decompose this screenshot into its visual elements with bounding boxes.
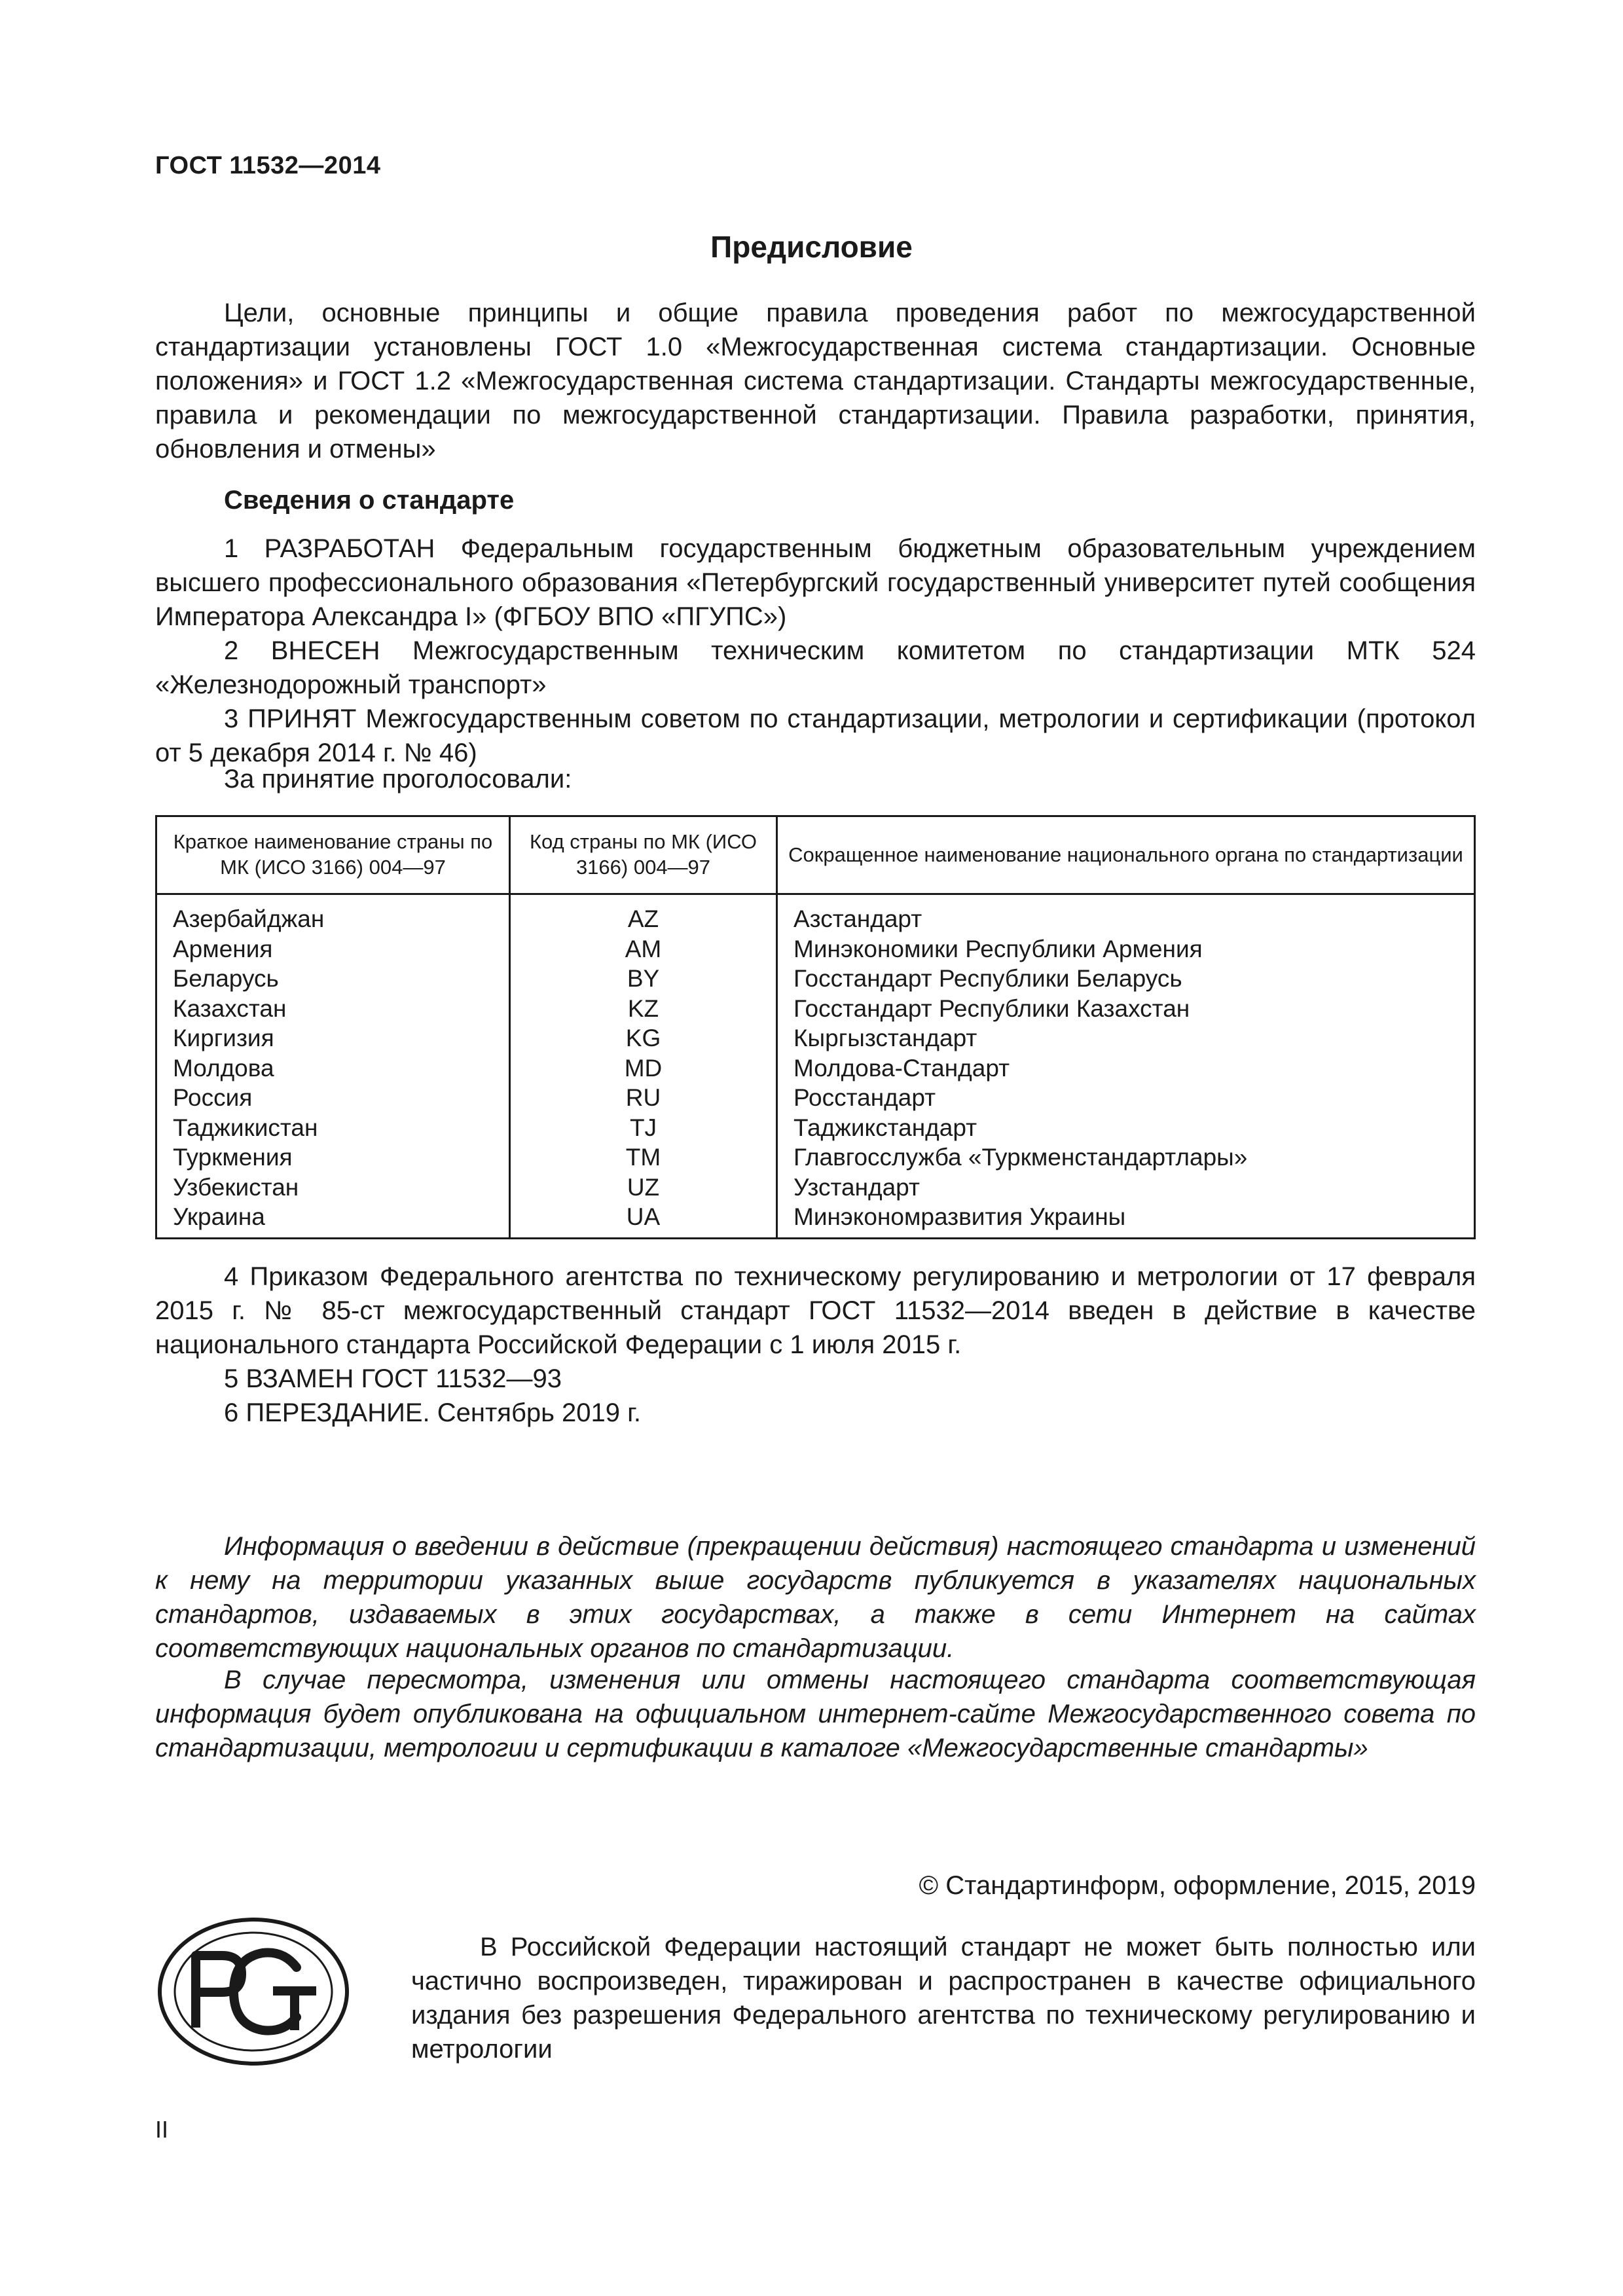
authority-cell: Таджикстандарт [777,1113,1475,1143]
table-row [156,1142,1475,1173]
section-heading-standard-info: Сведения о стандарте [224,486,515,515]
code-cell: MD [510,1053,777,1084]
notice-paragraph-2: В случае пересмотра, изменения или отмены настоящего стандарта соответствующая информация будет опубликована на официальном интернет-сайте Межгосударственного совета по стандартизации, метрологии и сертификации в каталоге «Межгосударственные стандарты» [155,1666,1476,1762]
table-row [156,994,1475,1024]
authority-cell: Главгосслужба «Туркменстандартлары» [777,1142,1475,1173]
country-cell: Туркмения [156,1142,510,1173]
table-row [156,1083,1475,1113]
page-number: II [155,2116,169,2143]
authority-cell: Госстандарт Республики Беларусь [777,964,1475,994]
country-cell: Казахстан [156,994,510,1024]
authority-cell: Минэкономики Республики Армения [777,934,1475,964]
code-cell: AZ [510,894,777,934]
column-header-country: Краткое наименование страны по МК (ИСО 3166) 004—97 [156,816,510,894]
info-item-4: 4 Приказом Федерального агентства по техническому регулированию и метрологии от 17 февраля 2015 г. № 85-ст межгосударственный стандарт ГОСТ 11532—2014 введен в действие в качестве национального стандарта Российской Федерации с 1 июля 2015 г. [155,1262,1476,1359]
rights-notice: В Российской Федерации настоящий стандарт не может быть полностью или частично воспроизведен, тиражирован и распространен в качестве официального издания без разрешения Федерального агентства по техническому регулированию и метрологии [411,1933,1476,2064]
page-title: Предисловие [710,230,913,264]
authority-cell: Госстандарт Республики Казахстан [777,994,1475,1024]
copyright-line: © Стандартинформ, оформление, 2015, 2019 [919,1871,1476,1900]
table-row [156,934,1475,964]
table-row [156,1113,1475,1143]
code-cell: AM [510,934,777,964]
country-cell: Беларусь [156,964,510,994]
country-cell: Азербайджан [156,894,510,934]
table-header-row [156,816,1475,894]
voted-label: За принятие проголосовали: [224,765,572,793]
table-row [156,964,1475,994]
info-item-2: 2 ВНЕСЕН Межгосударственным техническим комитетом по стандартизации МТК 524 «Железнодорожный транспорт» [155,636,1476,699]
code-cell: TM [510,1142,777,1173]
info-item-3: 3 ПРИНЯТ Межгосударственным советом по стандартизации, метрологии и сертификации (протокол от 5 декабря 2014 г. № 46) [155,704,1476,767]
authority-cell: Азстандарт [777,894,1475,934]
code-cell: UZ [510,1173,777,1203]
country-cell: Таджикистан [156,1113,510,1143]
country-cell: Армения [156,934,510,964]
column-header-code: Код страны по МК (ИСО 3166) 004—97 [510,816,777,894]
column-header-authority: Сокращенное наименование национального органа по стандартизации [777,816,1475,894]
notice-paragraph-1: Информация о введении в действие (прекращении действия) настоящего стандарта и изменений к нему на территории указанных выше государств публикуется в указателях национальных стандартов, издаваемых в этих государствах, а также в сети Интернет на сайтах соответствующих национальных органов по стандартизации. [155,1532,1476,1663]
country-cell: Украина [156,1202,510,1238]
country-cell: Киргизия [156,1023,510,1053]
code-cell: KG [510,1023,777,1053]
authority-cell: Кыргызстандарт [777,1023,1475,1053]
intro-paragraph: Цели, основные принципы и общие правила проведения работ по межгосударственной стандартизации установлены ГОСТ 1.0 «Межгосударственная система стандартизации. Основные положения» и ГОСТ 1.2 «Межгосударственная система стандартизации. Стандарты межгосударственные, правила и рекомендации по межгосударственной стандартизации. Правила разработки, принятия, обновления и отмены» [155,299,1476,464]
code-cell: BY [510,964,777,994]
document-code-header: ГОСТ 11532—2014 [155,152,381,179]
table-row [156,1173,1475,1203]
country-cell: Россия [156,1083,510,1113]
info-item-6: 6 ПЕРЕЗДАНИЕ. Сентябрь 2019 г. [224,1398,641,1427]
table-row [156,1202,1475,1238]
info-item-5: 5 ВЗАМЕН ГОСТ 11532—93 [224,1364,562,1393]
table-row [156,1023,1475,1053]
code-cell: UA [510,1202,777,1238]
code-cell: RU [510,1083,777,1113]
member-states-table [155,815,1476,1239]
authority-cell: Росстандарт [777,1083,1475,1113]
authority-cell: Молдова-Стандарт [777,1053,1475,1084]
country-cell: Узбекистан [156,1173,510,1203]
code-cell: TJ [510,1113,777,1143]
authority-cell: Узстандарт [777,1173,1475,1203]
table-row [156,894,1475,934]
code-cell: KZ [510,994,777,1024]
pct-logo-icon [155,1915,352,2069]
country-cell: Молдова [156,1053,510,1084]
authority-cell: Минэкономразвития Украины [777,1202,1475,1238]
table-row [156,1053,1475,1084]
info-item-1: 1 РАЗРАБОТАН Федеральным государственным бюджетным образовательным учреждением высшего профессионального образования «Петербургский государственный университет путей сообщения Императора Александра I» (ФГБОУ ВПО «ПГУПС») [155,534,1476,631]
